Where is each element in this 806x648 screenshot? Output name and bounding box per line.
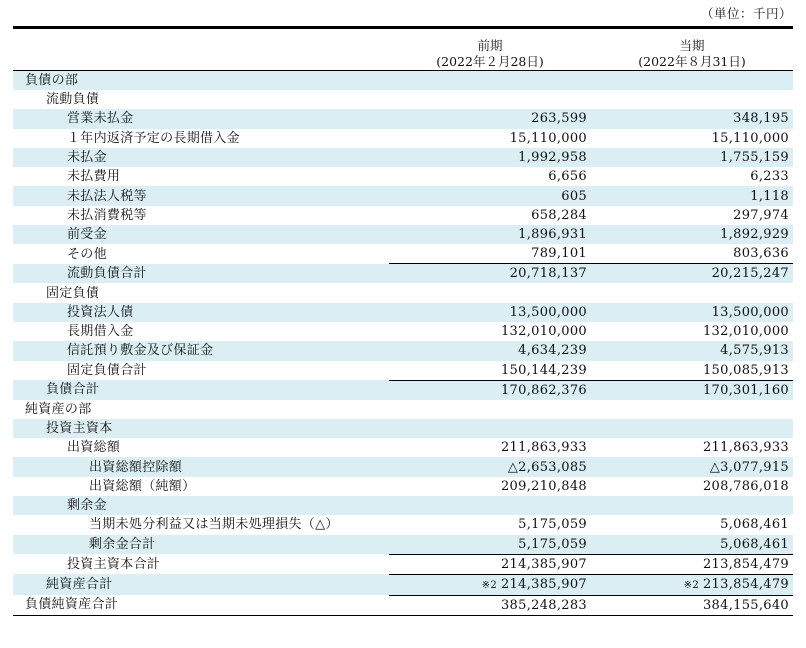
table-row bbox=[13, 186, 793, 205]
row-label: 信託預り敷金及び保証金 bbox=[13, 341, 389, 360]
amount-value: △2,653,085 bbox=[507, 459, 587, 475]
row-value-curr bbox=[591, 225, 793, 244]
row-value-curr bbox=[591, 419, 793, 438]
row-value-prev bbox=[389, 225, 591, 244]
row-value-curr bbox=[591, 515, 793, 534]
amount-value: 348,195 bbox=[733, 111, 789, 127]
amount-value: 150,085,913 bbox=[702, 362, 789, 378]
row-value-curr bbox=[591, 574, 793, 595]
table-row bbox=[13, 90, 793, 109]
table-row bbox=[13, 109, 793, 128]
row-label: 前受金 bbox=[13, 225, 389, 244]
row-value-curr bbox=[591, 595, 793, 615]
amount-value: 170,301,160 bbox=[702, 382, 789, 398]
amount-value: 214,385,907 bbox=[500, 576, 587, 592]
table-row bbox=[13, 554, 793, 574]
amount-value: 13,500,000 bbox=[711, 304, 789, 320]
row-value-prev bbox=[389, 206, 591, 225]
table-row bbox=[13, 167, 793, 186]
footnote-mark: ※2 bbox=[683, 579, 699, 591]
amount-value: 789,101 bbox=[531, 246, 587, 262]
row-value-prev bbox=[389, 322, 591, 341]
row-value-prev bbox=[389, 361, 591, 381]
amount-value: 1,892,929 bbox=[720, 227, 789, 243]
row-value-curr bbox=[591, 148, 793, 167]
row-label: 剰余金合計 bbox=[13, 535, 389, 555]
row-label: その他 bbox=[67, 246, 107, 262]
row-label: 未払消費税等 bbox=[67, 207, 147, 223]
row-label: 負債純資産合計 bbox=[13, 595, 389, 615]
table-row bbox=[13, 71, 793, 91]
row-label: 負債の部 bbox=[13, 71, 389, 91]
row-value-curr bbox=[591, 206, 793, 225]
row-value-prev bbox=[389, 554, 591, 574]
row-value-curr bbox=[591, 341, 793, 360]
row-value-prev bbox=[389, 400, 591, 419]
row-label: 出資総額控除額 bbox=[13, 457, 389, 476]
row-label: 固定負債合計 bbox=[67, 362, 147, 378]
row-label: 当期未処分利益又は当期未処理損失（△） bbox=[89, 517, 339, 533]
amount-value: 1,896,931 bbox=[518, 227, 587, 243]
table-row bbox=[13, 400, 793, 419]
row-value-curr bbox=[591, 457, 793, 476]
amount-value: 1,118 bbox=[750, 188, 789, 204]
amount-value: 208,786,018 bbox=[702, 478, 789, 494]
table-row bbox=[13, 515, 793, 534]
row-value-curr bbox=[591, 496, 793, 515]
row-value-prev bbox=[389, 457, 591, 476]
table-row bbox=[13, 380, 793, 400]
amount-value: 658,284 bbox=[531, 207, 587, 223]
amount-value: 6,233 bbox=[750, 169, 789, 185]
row-value-prev bbox=[389, 419, 591, 438]
row-value-prev bbox=[389, 515, 591, 534]
amount-value: 20,718,137 bbox=[509, 266, 587, 282]
row-value-curr bbox=[591, 244, 793, 264]
amount-value: 803,636 bbox=[733, 246, 789, 262]
table-row bbox=[13, 457, 793, 476]
row-label: 出資総額（純額） bbox=[89, 478, 196, 494]
header-curr-period bbox=[591, 28, 793, 71]
unit-note: （単位：千円） bbox=[700, 6, 792, 21]
table-row bbox=[13, 595, 793, 615]
row-label: 営業未払金 bbox=[13, 109, 389, 128]
table-header-row bbox=[13, 28, 793, 71]
row-value-curr bbox=[591, 477, 793, 496]
table-row bbox=[13, 206, 793, 225]
row-label: 投資主資本合計 bbox=[67, 556, 161, 572]
row-value-prev bbox=[389, 186, 591, 205]
row-value-curr bbox=[591, 129, 793, 148]
amount-value: 15,110,000 bbox=[509, 130, 587, 146]
row-value-curr bbox=[591, 361, 793, 381]
row-value-prev bbox=[389, 264, 591, 284]
amount-value: 213,854,479 bbox=[702, 556, 789, 572]
row-value-prev bbox=[389, 535, 591, 555]
row-value-prev bbox=[389, 496, 591, 515]
table-row bbox=[13, 361, 793, 381]
row-label: 剰余金 bbox=[13, 496, 389, 515]
row-value-curr bbox=[591, 438, 793, 457]
header-prev-period bbox=[389, 28, 591, 71]
row-label: 長期借入金 bbox=[67, 324, 134, 340]
amount-value: 211,863,933 bbox=[702, 440, 789, 456]
amount-value: 132,010,000 bbox=[500, 324, 587, 340]
header-label-cell bbox=[13, 28, 389, 71]
row-label: １年内返済予定の長期借入金 bbox=[67, 130, 240, 146]
row-label: 流動負債合計 bbox=[13, 264, 389, 284]
amount-value: 4,575,913 bbox=[720, 343, 789, 359]
row-value-prev bbox=[389, 574, 591, 595]
row-value-curr bbox=[591, 322, 793, 341]
row-value-prev bbox=[389, 477, 591, 496]
amount-value: 1,755,159 bbox=[720, 150, 789, 166]
table-row bbox=[13, 244, 793, 264]
amount-value: 5,175,059 bbox=[518, 517, 587, 533]
balance-sheet-table bbox=[13, 26, 793, 616]
row-value-curr bbox=[591, 380, 793, 400]
table-row bbox=[13, 341, 793, 360]
amount-value: △3,077,915 bbox=[709, 459, 789, 475]
amount-value: 150,144,239 bbox=[500, 362, 587, 378]
row-value-prev bbox=[389, 129, 591, 148]
amount-value: 132,010,000 bbox=[702, 324, 789, 340]
table-row bbox=[13, 303, 793, 322]
row-value-prev bbox=[389, 303, 591, 322]
prev-period-label: 前期 bbox=[477, 38, 503, 53]
row-value-curr bbox=[591, 264, 793, 284]
table-row bbox=[13, 496, 793, 515]
row-label: 流動負債 bbox=[46, 92, 100, 108]
row-label: 固定負債 bbox=[46, 285, 100, 301]
row-label: 未払金 bbox=[13, 148, 389, 167]
table-row bbox=[13, 535, 793, 555]
amount-value: 263,599 bbox=[531, 111, 587, 127]
curr-period-label: 当期 bbox=[679, 38, 705, 53]
amount-value: 1,992,958 bbox=[518, 150, 587, 166]
table-row bbox=[13, 322, 793, 341]
amount-value: 385,248,283 bbox=[500, 597, 587, 613]
amount-value: 5,068,461 bbox=[720, 517, 789, 533]
row-label: 純資産合計 bbox=[13, 574, 389, 595]
amount-value: 605 bbox=[561, 188, 587, 204]
table-row bbox=[13, 477, 793, 496]
row-label: 未払法人税等 bbox=[13, 186, 389, 205]
row-value-prev bbox=[389, 167, 591, 186]
row-label: 純資産の部 bbox=[25, 401, 92, 417]
row-label: 投資法人債 bbox=[13, 303, 389, 322]
row-value-curr bbox=[591, 400, 793, 419]
amount-value: 20,215,247 bbox=[711, 266, 789, 282]
row-value-curr bbox=[591, 90, 793, 109]
row-value-curr bbox=[591, 71, 793, 91]
amount-value: 170,862,376 bbox=[500, 382, 587, 398]
row-value-prev bbox=[389, 595, 591, 615]
row-label: 未払費用 bbox=[67, 169, 121, 185]
table-row bbox=[13, 225, 793, 244]
row-value-prev bbox=[389, 90, 591, 109]
row-value-prev bbox=[389, 244, 591, 264]
row-value-prev bbox=[389, 109, 591, 128]
curr-period-date: (2022年８月31日) bbox=[638, 54, 746, 69]
row-value-curr bbox=[591, 283, 793, 302]
table-row bbox=[13, 419, 793, 438]
amount-value: 384,155,640 bbox=[702, 597, 789, 613]
row-value-curr bbox=[591, 167, 793, 186]
table-row bbox=[13, 574, 793, 595]
row-value-prev bbox=[389, 341, 591, 360]
table-row bbox=[13, 264, 793, 284]
row-value-curr bbox=[591, 535, 793, 555]
amount-value: 6,656 bbox=[548, 169, 587, 185]
amount-value: 214,385,907 bbox=[500, 556, 587, 572]
amount-value: 211,863,933 bbox=[500, 440, 587, 456]
amount-value: 209,210,848 bbox=[500, 478, 587, 494]
amount-value: 15,110,000 bbox=[711, 130, 789, 146]
row-label: 負債合計 bbox=[13, 380, 389, 400]
row-value-prev bbox=[389, 71, 591, 91]
amount-value: 213,854,479 bbox=[702, 576, 789, 592]
amount-value: 297,974 bbox=[733, 207, 789, 223]
row-value-prev bbox=[389, 380, 591, 400]
amount-value: 5,068,461 bbox=[720, 536, 789, 552]
row-value-curr bbox=[591, 303, 793, 322]
amount-value: 4,634,239 bbox=[518, 343, 587, 359]
row-value-prev bbox=[389, 438, 591, 457]
row-value-prev bbox=[389, 148, 591, 167]
table-row bbox=[13, 129, 793, 148]
footnote-mark: ※2 bbox=[481, 579, 497, 591]
table-row bbox=[13, 148, 793, 167]
row-value-curr bbox=[591, 186, 793, 205]
table-row bbox=[13, 438, 793, 457]
row-value-curr bbox=[591, 109, 793, 128]
row-value-curr bbox=[591, 554, 793, 574]
row-value-prev bbox=[389, 283, 591, 302]
table-row bbox=[13, 283, 793, 302]
row-label: 出資総額 bbox=[67, 440, 121, 456]
amount-value: 13,500,000 bbox=[509, 304, 587, 320]
row-label: 投資主資本 bbox=[13, 419, 389, 438]
amount-value: 5,175,059 bbox=[518, 536, 587, 552]
prev-period-date: (2022年２月28日) bbox=[436, 54, 544, 69]
